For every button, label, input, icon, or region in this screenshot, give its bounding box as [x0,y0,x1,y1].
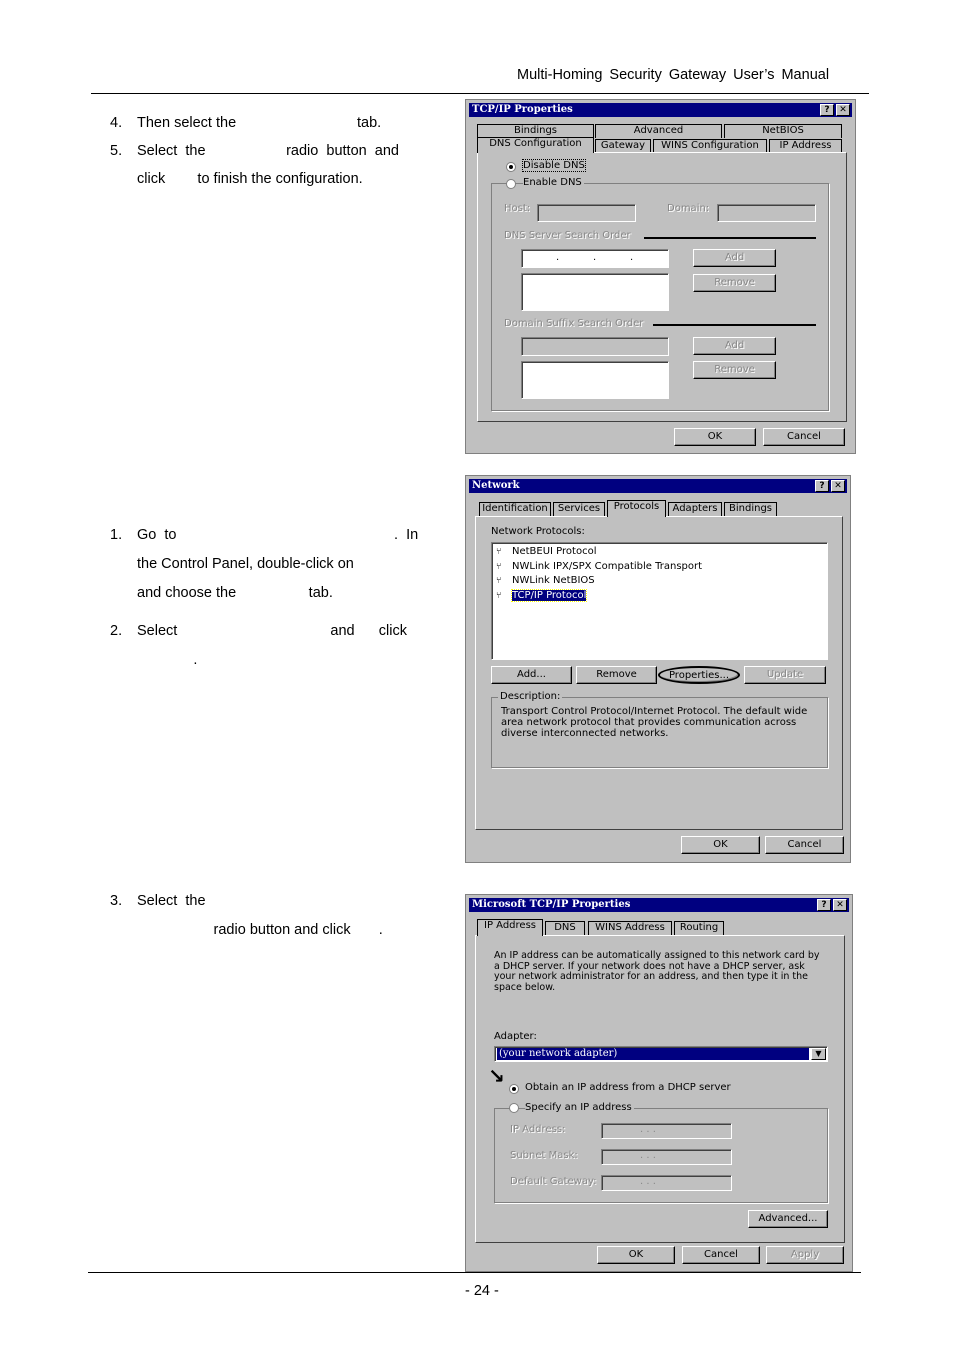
disable-dns-radio[interactable] [506,162,516,172]
tab-dns[interactable]: DNS [545,921,585,935]
subnet-mask-label: Subnet Mask: [510,1150,578,1161]
step-number: 4. [110,115,123,131]
separator-line [644,237,816,239]
adapter-value: (your network adapter) [497,1048,809,1060]
network-protocols-label: Network Protocols: [491,526,585,537]
separator-line [653,324,816,326]
description-text: Transport Control Protocol/Internet Protocol. The default wide area network protocol that provides communication across diverse interconnected networks. [501,706,808,739]
domain-label: Domain: [667,203,710,214]
tab-ip-address[interactable]: IP Address [477,919,543,936]
list-item[interactable] [496,546,596,557]
network-dialog [465,475,851,863]
tab-bindings[interactable]: Bindings [724,502,777,516]
tab-wins-address[interactable]: WINS Address [588,921,672,935]
ok-button[interactable]: OK [681,836,760,854]
step-number: 1. [110,527,123,543]
dialog-title: TCP/IP Properties [472,104,573,115]
close-button[interactable]: ✕ [833,899,847,911]
enable-dns-radio[interactable] [506,179,516,189]
step-number: 3. [110,893,123,909]
specify-ip-radio[interactable] [509,1103,519,1113]
step-text: radio button and click . [137,922,383,938]
step-text: and choose the tab. [137,585,333,601]
update-button[interactable]: Update [744,666,826,684]
protocol-icon: ⑂ [496,576,502,586]
dns-add-button[interactable]: Add [693,249,776,267]
obtain-ip-radio[interactable] [509,1084,519,1094]
adapter-label: Adapter: [494,1031,537,1042]
protocol-name: NWLink NetBIOS [512,575,595,586]
dialog-title: Network [472,480,520,491]
step-text: Select the radio button and [137,143,399,159]
disable-dns-label[interactable]: Disable DNS [523,160,585,171]
dialog-title: Microsoft TCP/IP Properties [472,899,631,910]
close-button[interactable]: ✕ [831,480,845,492]
dns-server-search-order-label: DNS Server Search Order [504,230,631,241]
protocol-icon: ⑂ [496,562,502,572]
tcpip-properties-dialog [465,99,856,454]
obtain-ip-label[interactable]: Obtain an IP address from a DHCP server [525,1082,731,1093]
protocol-name: NetBEUI Protocol [512,546,597,557]
ip-address-label: IP Address: [510,1124,566,1135]
subnet-mask-field[interactable]: . . . [601,1149,732,1165]
enable-dns-label[interactable]: Enable DNS [523,177,582,188]
tab-bindings[interactable]: Bindings [477,124,594,138]
apply-button[interactable]: Apply [766,1246,844,1264]
host-field[interactable] [537,204,636,222]
cancel-button[interactable]: Cancel [682,1246,760,1264]
list-item[interactable] [496,590,586,601]
ip-address-field[interactable]: . . . [601,1123,732,1139]
ms-tcpip-properties-dialog [465,894,853,1272]
tab-advanced[interactable]: Advanced [595,124,722,138]
tab-netbios[interactable]: NetBIOS [724,124,842,138]
step-number: 5. [110,143,123,159]
tab-gateway[interactable]: Gateway [595,139,651,153]
intro-text: An IP address can be automatically assigned to this network card by a DHCP server. If your network does not have a DHCP server, ask your network administrator for an address, and then type it in the space below. [494,950,820,993]
tab-services[interactable]: Services [553,502,605,516]
ok-button[interactable]: OK [597,1246,675,1264]
protocol-icon: ⑂ [496,547,502,557]
specify-ip-label[interactable]: Specify an IP address [525,1102,632,1113]
host-label: Host: [504,203,531,214]
chevron-down-icon[interactable]: ▼ [811,1048,826,1060]
cancel-button[interactable]: Cancel [765,836,844,854]
tab-adapters[interactable]: Adapters [668,502,722,516]
step-text: the Control Panel, double-click on [137,556,354,572]
suffix-add-button[interactable]: Add [693,337,776,355]
cancel-button[interactable]: Cancel [763,428,845,446]
list-item[interactable] [496,575,595,586]
protocol-name: NWLink IPX/SPX Compatible Transport [512,561,703,572]
tab-dns-configuration[interactable]: DNS Configuration [477,137,594,153]
page-number: - 24 - [465,1283,499,1299]
domain-suffix-field[interactable] [521,337,669,356]
properties-button[interactable]: Properties... [658,666,740,684]
suffix-remove-button[interactable]: Remove [693,361,776,379]
domain-suffix-list[interactable] [521,361,669,399]
tab-wins-configuration[interactable]: WINS Configuration [653,139,767,153]
header-title: Multi-Homing Security Gateway User’s Manual [517,67,830,83]
header-rule [91,93,869,94]
list-item[interactable] [496,561,702,572]
tab-ip-address[interactable]: IP Address [769,139,842,153]
footer-rule [88,1272,861,1273]
dialog-titlebar [469,103,852,117]
description-label: Description: [500,691,561,702]
step-number: 2. [110,623,123,639]
default-gateway-field[interactable]: . . . [601,1175,732,1191]
step-text: . [137,652,198,668]
step-text: Then select the tab. [137,115,382,131]
dialog-titlebar [469,479,847,493]
help-button[interactable]: ? [820,104,834,116]
adapter-select[interactable] [494,1046,828,1062]
dns-server-list[interactable] [521,273,669,311]
help-button[interactable]: ? [817,899,831,911]
protocols-list[interactable] [491,542,828,660]
default-gateway-label: Default Gateway: [510,1176,597,1187]
step-text: Select and click [137,623,407,639]
remove-button[interactable]: Remove [576,666,657,684]
help-button[interactable]: ? [815,480,829,492]
tab-routing[interactable]: Routing [674,921,724,935]
advanced-button[interactable]: Advanced... [748,1210,828,1228]
dns-remove-button[interactable]: Remove [693,274,776,292]
step-text: click to finish the configuration. [137,171,363,187]
domain-field[interactable] [717,204,816,222]
protocol-name: TCP/IP Protocol [512,590,587,601]
tab-identification[interactable]: Identification [479,502,551,516]
add-button[interactable]: Add... [491,666,572,684]
step-text: Select the [137,893,206,909]
dns-server-ip-field[interactable]: . . . [521,249,669,268]
ok-button[interactable]: OK [674,428,756,446]
domain-suffix-search-order-label: Domain Suffix Search Order [504,318,644,329]
dialog-titlebar [469,898,849,912]
tab-protocols[interactable]: Protocols [607,500,666,517]
close-button[interactable]: ✕ [836,104,850,116]
arrow-pointer-icon: ↘ [488,1064,505,1088]
step-text: Go to . In [137,527,419,543]
protocol-icon: ⑂ [496,591,502,601]
